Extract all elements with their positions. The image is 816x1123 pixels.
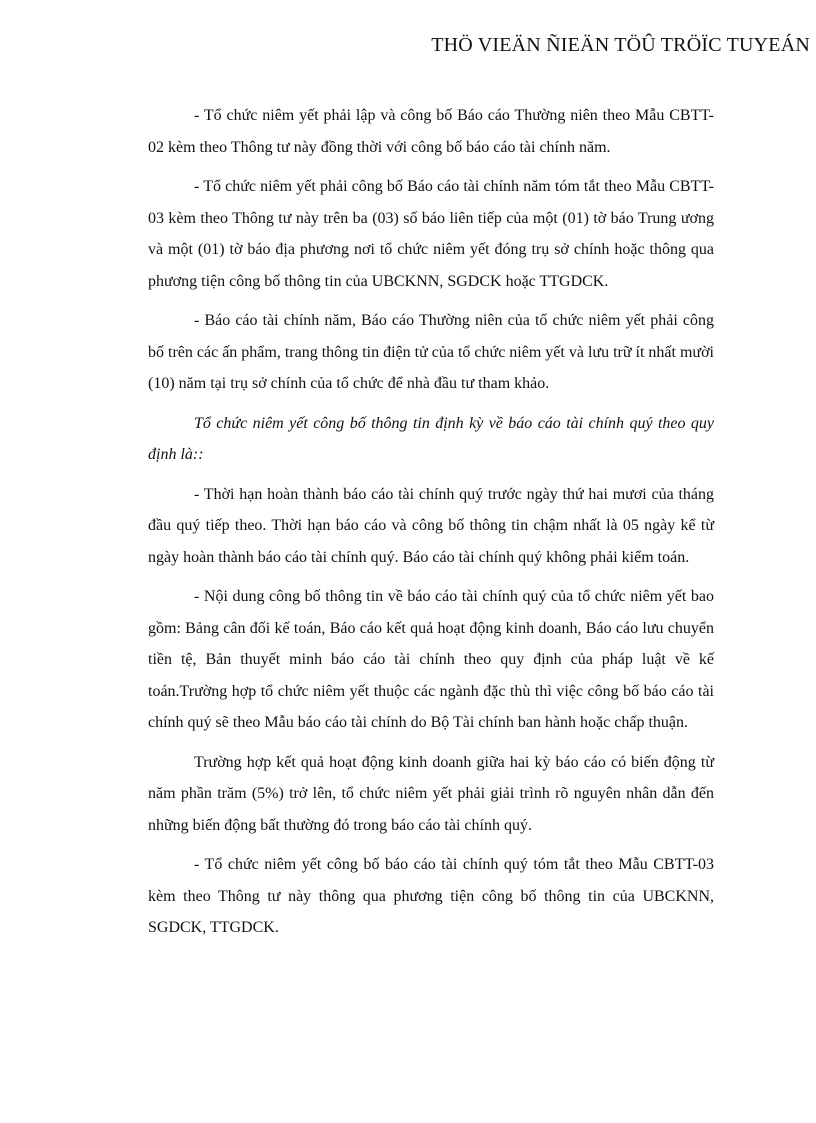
paragraph-annual-financial-summary: - Tổ chức niêm yết phải công bố Báo cáo tài chính năm tóm tắt theo Mẫu CBTT-03 kèm theo Thông tư này trên ba (03) số báo liên tiếp của một (01) tờ báo Trung ương và một (01) tờ báo địa phương nơi tổ chức niêm yết đóng trụ sở chính hoặc thông qua phương tiện công bố thông tin của UBCKNN, SGDCK hoặc TTGDCK. [148,178,714,290]
paragraph-quarterly-content: - Nội dung công bố thông tin về báo cáo tài chính quý của tổ chức niêm yết bao gồm: Bảng cân đối kế toán, Báo cáo kết quả hoạt động kinh doanh, Báo cáo lưu chuyển tiền tệ, Bản thuyết minh báo cáo tài chính theo quy định của pháp luật về kế toán.Trường hợp tổ chức niêm yết thuộc các ngành đặc thù thì việc công bố báo cáo tài chính quý sẽ theo Mẫu báo cáo tài chính do Bộ Tài chính ban hành hoặc chấp thuận. [148,588,714,731]
paragraph-quarterly-deadline: - Thời hạn hoàn thành báo cáo tài chính quý trước ngày thứ hai mươi của tháng đầu quý tiếp theo. Thời hạn báo cáo và công bố thông tin chậm nhất là 05 ngày kể từ ngày hoàn thành báo cáo tài chính quý. Báo cáo tài chính quý không phải kiểm toán. [148,485,714,566]
document-body [148,100,714,944]
paragraph-annual-publication: - Báo cáo tài chính năm, Báo cáo Thường niên của tổ chức niêm yết phải công bố trên các ấn phẩm, trang thông tin điện tử của tổ chức niêm yết và lưu trữ ít nhất mười (10) năm tại trụ sở chính của tổ chức để nhà đầu tư tham khảo. [148,312,714,392]
page-header-title: THÖ VIEÄN ÑIEÄN TÖÛ TRÖÏC TUYEÁN [431,34,810,56]
paragraph-quarterly-heading: Tổ chức niêm yết công bố thông tin định kỳ về báo cáo tài chính quý theo quy định là:: [148,414,714,463]
paragraph-quarterly-summary: - Tổ chức niêm yết công bố báo cáo tài chính quý tóm tắt theo Mẫu CBTT-03 kèm theo Thông tư này thông qua phương tiện công bố thông tin của UBCKNN, SGDCK, TTGDCK. [148,856,714,936]
paragraph-business-variance: Trường hợp kết quả hoạt động kinh doanh giữa hai kỳ báo cáo có biến động từ năm phần trăm (5%) trở lên, tổ chức niêm yết phải giải trình rõ nguyên nhân dẫn đến những biến động bất thường đó trong báo cáo tài chính quý. [148,753,714,834]
paragraph-annual-report: - Tổ chức niêm yết phải lập và công bố Báo cáo Thường niên theo Mẫu CBTT-02 kèm theo Thông tư này đồng thời với công bố báo cáo tài chính năm. [148,107,714,156]
